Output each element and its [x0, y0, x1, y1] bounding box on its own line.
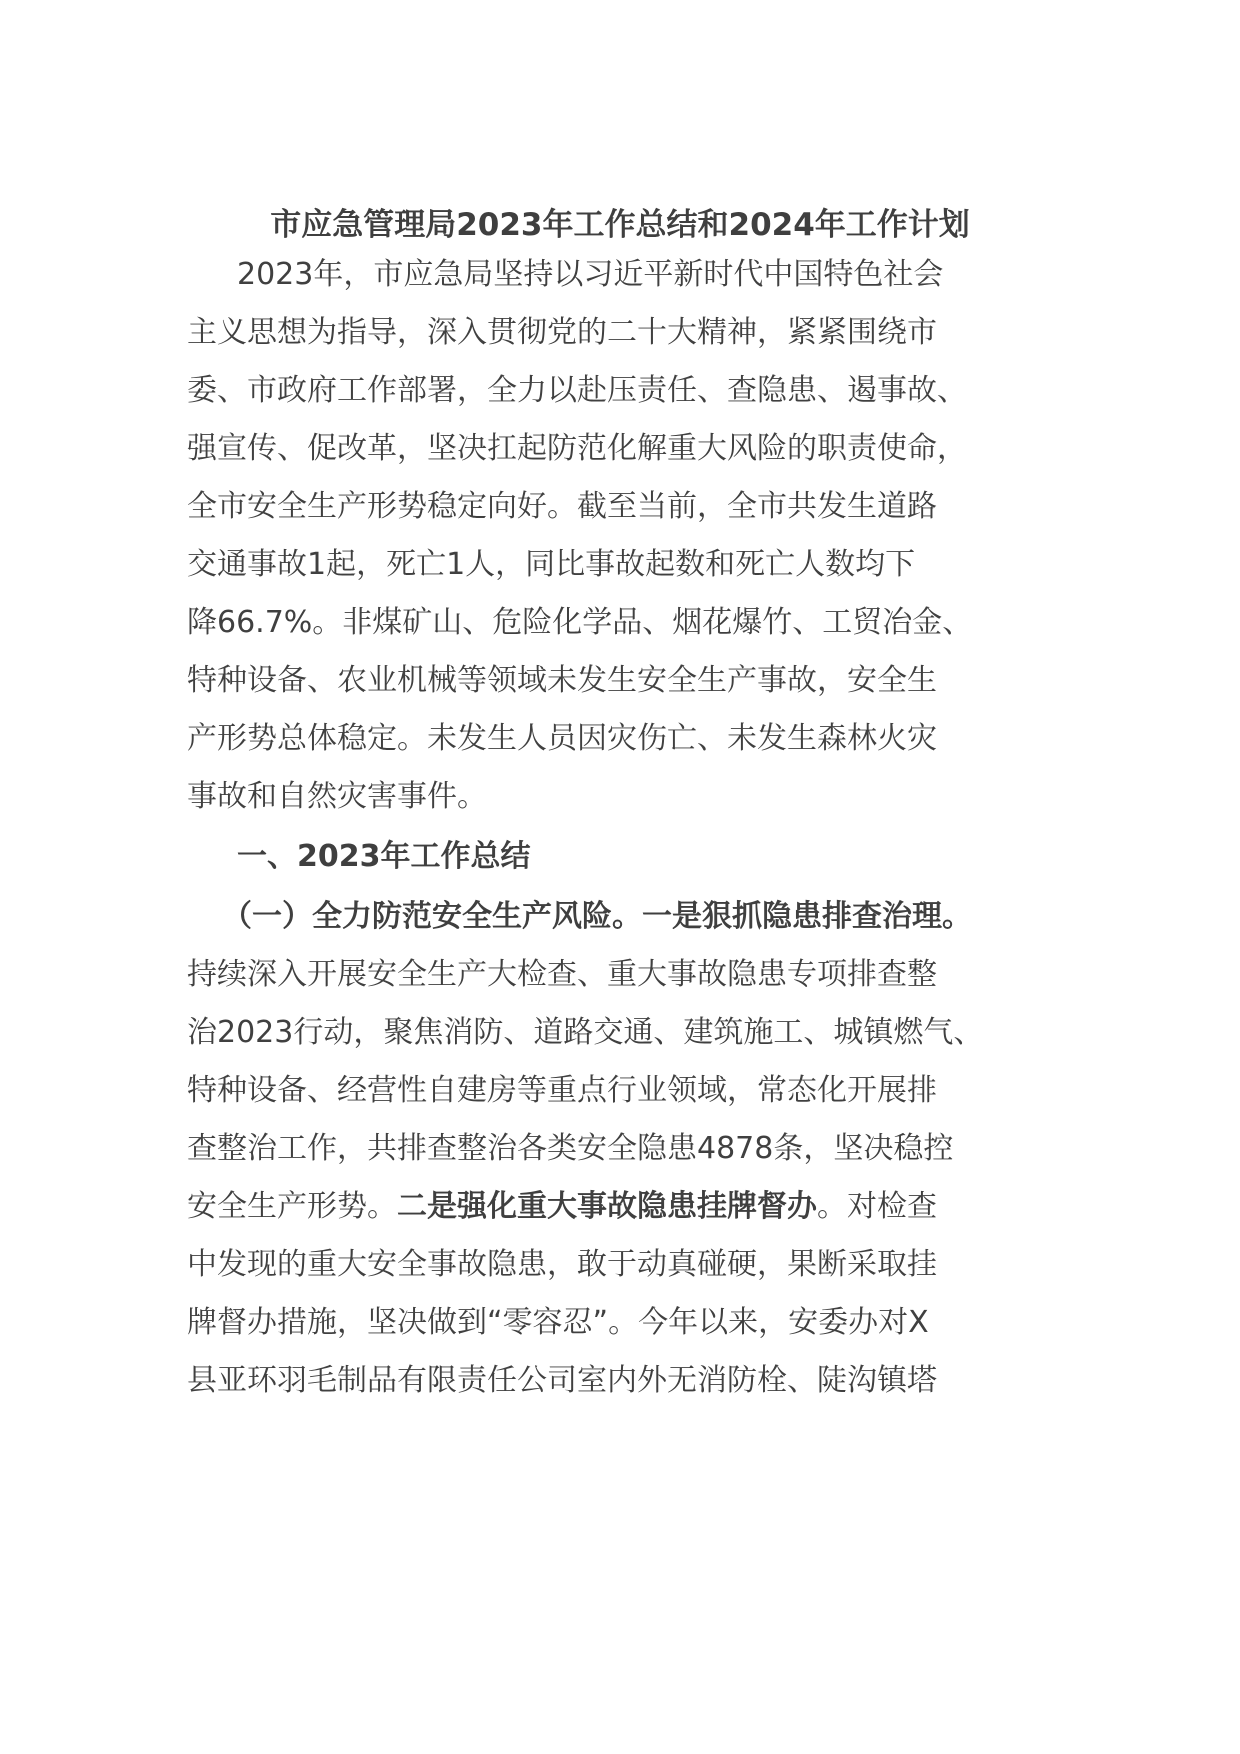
- intro-line-7: 降66.7%。非煤矿山、危险化学品、烟花爆竹、工贸冶金、: [187, 605, 973, 640]
- body-line-7: 牌督办措施，坚决做到“零容忍”。今年以来，安委办对X: [187, 1305, 929, 1340]
- body-line-6: 中发现的重大安全事故隐患，敢于动真碰硬，果断采取挂: [187, 1247, 937, 1282]
- body-line-5-mixed: [187, 1187, 937, 1227]
- subsection-heading-1: （一）全力防范安全生产风险。一是狠抓隐患排查治理。: [222, 899, 972, 934]
- body-line-8: 县亚环羽毛制品有限责任公司室内外无消防栓、陡沟镇塔: [187, 1363, 937, 1398]
- intro-line-9: 产形势总体稳定。未发生人员因灾伤亡、未发生森林火灾: [187, 721, 937, 756]
- body-text-normal: 。对检查: [817, 1189, 937, 1224]
- intro-line-10: 事故和自然灾害事件。: [187, 779, 487, 814]
- section-heading-1: 一、2023年工作总结: [237, 839, 531, 874]
- intro-line-8: 特种设备、农业机械等领域未发生安全生产事故，安全生: [187, 663, 937, 698]
- intro-line-1: 2023年，市应急局坚持以习近平新时代中国特色社会: [237, 257, 944, 292]
- intro-line-6: 交通事故1起，死亡1人，同比事故起数和死亡人数均下: [187, 547, 916, 582]
- body-line-1: 持续深入开展安全生产大检查、重大事故隐患专项排查整: [187, 957, 937, 992]
- body-line-3: 特种设备、经营性自建房等重点行业领域，常态化开展排: [187, 1073, 937, 1108]
- document-title: 市应急管理局2023年工作总结和2024年工作计划: [270, 207, 970, 243]
- intro-line-5: 全市安全生产形势稳定向好。截至当前，全市共发生道路: [187, 489, 937, 524]
- body-text-normal: 安全生产形势。: [187, 1189, 397, 1224]
- bold-key-point-2: 二是强化重大事故隐患挂牌督办: [397, 1189, 817, 1224]
- intro-line-2: 主义思想为指导，深入贯彻党的二十大精神，紧紧围绕市: [187, 315, 937, 350]
- intro-line-3: 委、市政府工作部署，全力以赴压责任、查隐患、遏事故、: [187, 373, 967, 408]
- body-line-4: 查整治工作，共排查整治各类安全隐患4878条，坚决稳控: [187, 1131, 954, 1166]
- intro-line-4: 强宣传、促改革，坚决扛起防范化解重大风险的职责使命，: [187, 431, 967, 466]
- body-line-2: 治2023行动，聚焦消防、道路交通、建筑施工、城镇燃气、: [187, 1015, 984, 1050]
